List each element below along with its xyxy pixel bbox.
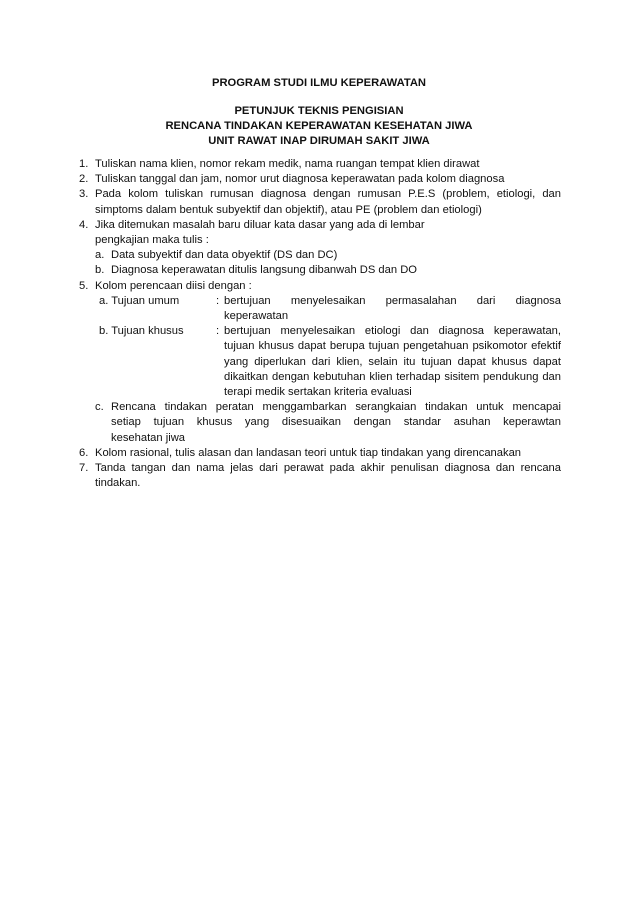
sub-item-text: Data subyektif dan data obyektif (DS dan DC)	[111, 249, 338, 262]
specific-goal	[95, 324, 561, 400]
item-number: 3.	[79, 188, 89, 201]
sub-item-letter: a.	[95, 249, 105, 262]
sub-item-text-line: setiap tujuan khusus yang disesuaikan dengan standar asuhan keperawtan	[111, 416, 561, 429]
item-text: Tuliskan nama klien, nomor rekam medik, nama ruangan tempat klien dirawat	[95, 158, 480, 170]
goal-text-line: dikaitkan dengan kebutuhan klien terhadap sisitem pendukung dan	[224, 370, 561, 383]
item-number: 4.	[79, 218, 89, 231]
goal-colon: :	[216, 294, 220, 307]
item-number: 2.	[79, 173, 89, 186]
unit-title: UNIT RAWAT INAP DIRUMAH SAKIT JIWA	[208, 135, 430, 147]
list-item-2	[79, 172, 561, 187]
list-item-1	[79, 157, 561, 172]
item-text: Kolom rasional, tulis alasan dan landasan teori untuk tiap tindakan yang direncanakan	[95, 446, 522, 459]
program-title: PROGRAM STUDI ILMU KEPERAWATAN	[211, 77, 426, 89]
sub-item-text-line: Rencana tindakan peratan menggambarkan serangkaian tindakan untuk mencapai	[111, 401, 561, 414]
item-text-line: tindakan.	[95, 477, 141, 490]
item-text-line: Pada kolom tuliskan rumusan diagnosa dengan rumusan P.E.S (problem, etiologi, dan	[95, 188, 561, 201]
sub-item-a	[95, 248, 561, 263]
item-text-line: Kolom perencaan diisi dengan :	[95, 279, 252, 292]
goal-colon: :	[216, 325, 220, 338]
goal-text-line: tujuan khusus dapat berupa tujuan pengetahuan psikomotor efektif	[224, 340, 561, 353]
sub-item-text: Diagnosa keperawatan ditulis langsung dibanwah DS dan DO	[111, 264, 417, 277]
item-number: 6.	[79, 446, 89, 459]
list-item-6	[79, 446, 561, 461]
item-text: Tuliskan tanggal dan jam, nomor urut diagnosa keperawatan pada kolom diagnosa	[95, 173, 505, 186]
goal-text-line: keperawatan	[224, 310, 289, 323]
sub-item-c	[95, 400, 561, 446]
item-text-line: Tanda tangan dan nama jelas dari perawat pada akhir penulisan diagnosa dan rencana	[95, 462, 561, 475]
sub-item-letter: c.	[95, 401, 104, 414]
general-goal	[95, 294, 561, 324]
list-item-7	[79, 461, 561, 491]
item-number: 7.	[79, 462, 89, 475]
item-number: 1.	[79, 158, 89, 170]
list-item-3	[79, 187, 561, 217]
item-number: 5.	[79, 279, 89, 292]
instruction-list	[79, 157, 561, 491]
item-text-line: Jika ditemukan masalah baru diluar kata dasar yang ada di lembar	[95, 218, 425, 231]
goal-text-line: terapi medik sertakan kriteria evaluasi	[224, 386, 412, 399]
goal-text-line: yang diperlukan dari klien, selain itu tujuan dapat khusus dapat	[224, 355, 561, 368]
general-goal-label: a. Tujuan umum	[99, 294, 180, 307]
item-text-line: pengkajian maka tulis :	[95, 234, 209, 247]
goal-text-line: bertujuan menyelesaikan permasalahan dari diagnosa	[224, 294, 561, 307]
goal-text-line: bertujuan menyelesaikan etiologi dan diagnosa keperawatan,	[224, 325, 561, 338]
list-item-5	[79, 279, 561, 446]
guide-title: PETUNJUK TEKNIS PENGISIAN	[234, 105, 404, 117]
list-item-4	[79, 218, 561, 279]
sub-item-text-line: kesehatan jiwa	[111, 431, 186, 444]
specific-goal-label: b. Tujuan khusus	[99, 325, 184, 338]
plan-title: RENCANA TINDAKAN KEPERAWATAN KESEHATAN JIWA	[165, 120, 473, 132]
sub-item-b	[95, 263, 561, 278]
item-text-line: simptoms dalam bentuk subyektif dan objektif), atau PE (problem dan etiologi)	[95, 203, 482, 216]
sub-item-letter: b.	[95, 264, 105, 277]
